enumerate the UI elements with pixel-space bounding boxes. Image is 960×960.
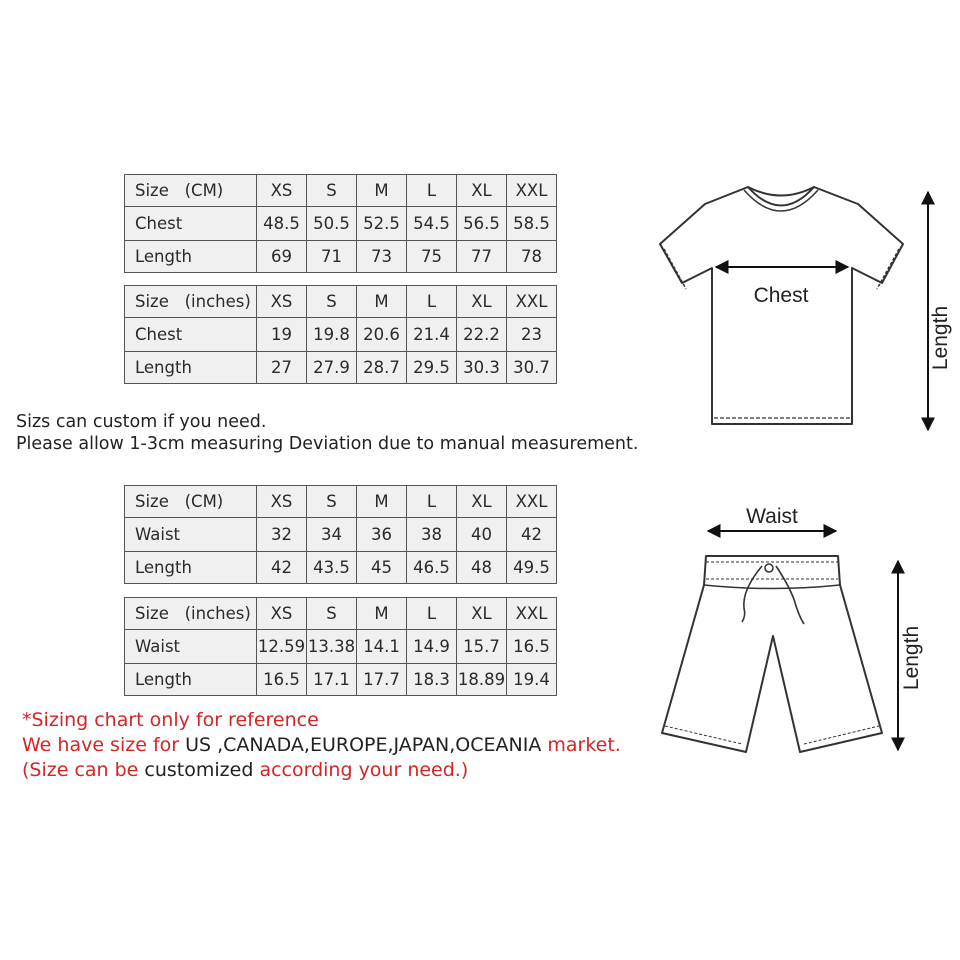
value-cell: 23 <box>507 318 557 352</box>
size-header-cell: M <box>357 286 407 318</box>
value-cell: 13.38 <box>307 630 357 664</box>
value-cell: 48 <box>457 552 507 584</box>
value-cell: 18.3 <box>407 664 457 696</box>
value-cell: 19.8 <box>307 318 357 352</box>
disclaimer-line-3: (Size can be customized according your need.) <box>22 759 469 781</box>
value-cell: 73 <box>357 241 407 273</box>
size-header-cell: XL <box>457 286 507 318</box>
value-cell: 50.5 <box>307 207 357 241</box>
value-cell: 19.4 <box>507 664 557 696</box>
size-header-cell: XL <box>457 598 507 630</box>
size-header-cell: L <box>407 286 457 318</box>
value-cell: 69 <box>257 241 307 273</box>
value-cell: 19 <box>257 318 307 352</box>
shorts-icon <box>662 556 882 752</box>
value-cell: 36 <box>357 518 407 552</box>
value-cell: 20.6 <box>357 318 407 352</box>
value-cell: 30.7 <box>507 352 557 384</box>
size-header-cell: XS <box>257 486 307 518</box>
row-label-cell: Length <box>125 241 257 273</box>
value-cell: 16.5 <box>507 630 557 664</box>
row-label-cell: Chest <box>125 207 257 241</box>
size-header-cell: XS <box>257 598 307 630</box>
size-header-cell: S <box>307 286 357 318</box>
value-cell: 30.3 <box>457 352 507 384</box>
size-header-cell: M <box>357 486 407 518</box>
size-header-cell: XL <box>457 175 507 207</box>
value-cell: 49.5 <box>507 552 557 584</box>
value-cell: 29.5 <box>407 352 457 384</box>
value-cell: 46.5 <box>407 552 457 584</box>
value-cell: 75 <box>407 241 457 273</box>
value-cell: 28.7 <box>357 352 407 384</box>
value-cell: 14.9 <box>407 630 457 664</box>
row-label-cell: Length <box>125 552 257 584</box>
size-header-cell: L <box>407 486 457 518</box>
value-cell: 34 <box>307 518 357 552</box>
value-cell: 14.1 <box>357 630 407 664</box>
value-cell: 22.2 <box>457 318 507 352</box>
value-cell: 42 <box>507 518 557 552</box>
custom-note: Sizs can custom if you need. <box>16 412 267 432</box>
size-header-cell: M <box>357 598 407 630</box>
value-cell: 45 <box>357 552 407 584</box>
value-cell: 52.5 <box>357 207 407 241</box>
value-cell: 27.9 <box>307 352 357 384</box>
size-header-cell: S <box>307 598 357 630</box>
size-header-cell: XXL <box>507 286 557 318</box>
size-header-cell: XS <box>257 286 307 318</box>
shorts-length-label: Length <box>900 625 923 691</box>
deviation-note: Please allow 1-3cm measuring Deviation due to manual measurement. <box>16 434 639 454</box>
size-header-cell: M <box>357 175 407 207</box>
value-cell: 71 <box>307 241 357 273</box>
value-cell: 58.5 <box>507 207 557 241</box>
value-cell: 78 <box>507 241 557 273</box>
shirt-length-label: Length <box>929 305 952 371</box>
value-cell: 16.5 <box>257 664 307 696</box>
value-cell: 21.4 <box>407 318 457 352</box>
value-cell: 12.59 <box>257 630 307 664</box>
value-cell: 17.7 <box>357 664 407 696</box>
size-header-cell: S <box>307 486 357 518</box>
row-label-cell: Length <box>125 352 257 384</box>
row-label-cell: Chest <box>125 318 257 352</box>
row-label-cell: Length <box>125 664 257 696</box>
waist-label: Waist <box>746 505 798 528</box>
row-label-cell: Waist <box>125 518 257 552</box>
value-cell: 32 <box>257 518 307 552</box>
size-header-cell: XL <box>457 486 507 518</box>
size-header-cell: L <box>407 598 457 630</box>
chest-label: Chest <box>753 284 809 307</box>
header-label-cell: Size (inches) <box>125 286 257 318</box>
header-label-cell: Size (CM) <box>125 486 257 518</box>
value-cell: 38 <box>407 518 457 552</box>
header-label-cell: Size (CM) <box>125 175 257 207</box>
value-cell: 17.1 <box>307 664 357 696</box>
value-cell: 43.5 <box>307 552 357 584</box>
disclaimer-line-1: *Sizing chart only for reference <box>22 709 319 731</box>
value-cell: 27 <box>257 352 307 384</box>
size-header-cell: S <box>307 175 357 207</box>
header-label-cell: Size (inches) <box>125 598 257 630</box>
size-header-cell: XXL <box>507 598 557 630</box>
size-header-cell: XS <box>257 175 307 207</box>
value-cell: 40 <box>457 518 507 552</box>
value-cell: 54.5 <box>407 207 457 241</box>
value-cell: 15.7 <box>457 630 507 664</box>
disclaimer-line-2: We have size for US ,CANADA,EUROPE,JAPAN,OCEANIA market. <box>22 734 621 756</box>
value-cell: 77 <box>457 241 507 273</box>
value-cell: 56.5 <box>457 207 507 241</box>
value-cell: 48.5 <box>257 207 307 241</box>
size-header-cell: L <box>407 175 457 207</box>
size-header-cell: XXL <box>507 175 557 207</box>
value-cell: 42 <box>257 552 307 584</box>
size-header-cell: XXL <box>507 486 557 518</box>
value-cell: 18.89 <box>457 664 507 696</box>
row-label-cell: Waist <box>125 630 257 664</box>
